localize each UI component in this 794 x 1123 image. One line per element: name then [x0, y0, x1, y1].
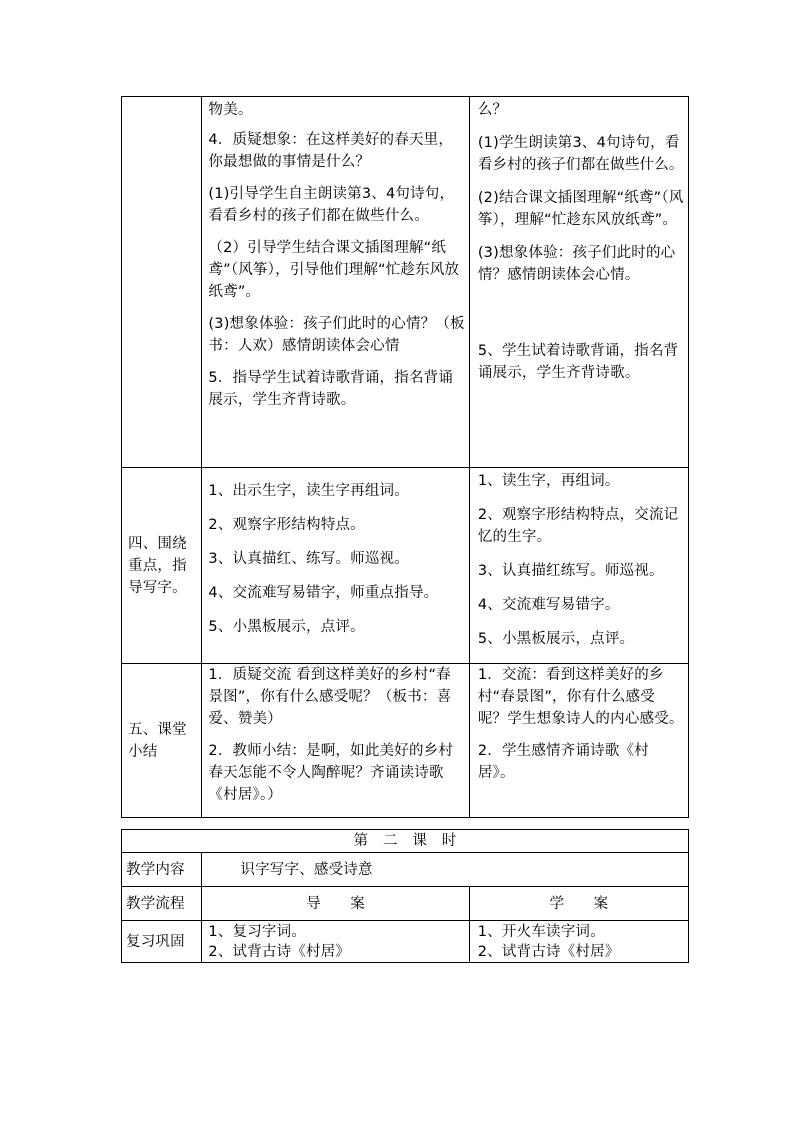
study-text: 么？	[477, 102, 508, 118]
guide-text: 2、观察字形结构特点。	[208, 517, 365, 533]
content-label: 教学内容	[126, 861, 185, 878]
table-row	[122, 921, 689, 963]
session-title-cell	[122, 830, 689, 853]
table-row	[122, 830, 689, 853]
guide-cell	[202, 664, 469, 818]
guide-text: 1．质疑交流 看到这样美好的乡村“春景图”，你有什么感受呢？（板书：喜爱、赞美）	[208, 667, 452, 727]
study-text: 2、观察字形结构特点，交流记忆的生字。	[477, 507, 679, 545]
stage-cell	[122, 468, 202, 664]
table-row	[122, 97, 689, 468]
lesson-plan-table-1	[121, 96, 689, 818]
study-text: (1)学生朗读第3、4句诗句，看看乡村的孩子们都在做些什么。	[477, 135, 684, 173]
guide-cell	[202, 97, 469, 468]
flow-label-cell	[122, 887, 202, 921]
review-study-cell	[469, 921, 688, 963]
guide-text: (1)引导学生自主朗读第3、4句诗句，看看乡村的孩子们都在做些什么。	[208, 186, 455, 224]
guide-text: （2）引导学生结合课文插图理解“纸鸢”（风筝），引导他们理解“忙趁东风放纸鸢”。	[208, 240, 460, 300]
stage-label: 五、课堂小结	[128, 721, 187, 760]
study-text: 5、小黑板展示，点评。	[477, 631, 635, 647]
content-value: 识字写字、感受诗意	[240, 861, 373, 878]
study-text: 2．学生感情齐诵诗歌《村居》。	[477, 743, 649, 781]
guide-text: 4．质疑想象：在这样美好的春天里，你最想做的事情是什么？	[208, 132, 454, 170]
table-row	[122, 853, 689, 887]
guide-text: 2、试背古诗《村居》	[208, 944, 351, 960]
review-label: 复习巩固	[126, 933, 185, 950]
flow-label: 教学流程	[126, 895, 185, 912]
guide-header: 导 案	[306, 895, 365, 912]
guide-text: 物美。	[208, 102, 253, 118]
study-text: 1、读生字，再组词。	[477, 473, 620, 489]
study-text: (3)想象体验：孩子们此时的心情？感情朗读体会心情。	[477, 245, 676, 283]
table-row	[122, 468, 689, 664]
review-guide-cell	[202, 921, 469, 963]
study-text: 2、试背古诗《村居》	[477, 944, 620, 960]
guide-text: (3)想象体验：孩子们此时的心情？（板书：人欢）感情朗读体会心情	[208, 316, 465, 354]
study-text: 1．交流：看到这样美好的乡村“春景图”，你有什么感受呢？学生想象诗人的内心感受。	[477, 667, 684, 727]
guide-text: 5．指导学生试着诗歌背诵，指名背诵展示，学生齐背诗歌。	[208, 370, 454, 408]
table-row	[122, 664, 689, 818]
lesson-plan-table-2	[121, 829, 689, 963]
guide-text: 2．教师小结：是啊，如此美好的乡村春天怎能不令人陶醉呢？齐诵读诗歌《村居》。）	[208, 743, 454, 803]
study-cell	[469, 468, 688, 664]
study-cell	[469, 664, 688, 818]
study-cell	[469, 97, 688, 468]
study-text: 1、开火车读字词。	[477, 924, 605, 940]
study-text: 4、交流难写易错字。	[477, 597, 620, 613]
guide-text: 5、小黑板展示，点评。	[208, 619, 365, 635]
study-header-cell	[469, 887, 688, 921]
table-row	[122, 887, 689, 921]
guide-text: 3、认真描红、练写。师巡视。	[208, 551, 409, 567]
stage-cell	[122, 664, 202, 818]
guide-text: 4、交流难写易错字，师重点指导。	[208, 585, 439, 601]
guide-header-cell	[202, 887, 469, 921]
guide-text: 1、复习字词。	[208, 924, 307, 940]
study-text: 5、学生试着诗歌背诵，指名背诵展示，学生齐背诗歌。	[477, 343, 679, 381]
study-header: 学 案	[549, 895, 609, 912]
guide-text: 1、出示生字，读生字再组词。	[208, 483, 409, 499]
stage-cell	[122, 97, 202, 468]
study-text: 3、认真描红练写。师巡视。	[477, 563, 664, 579]
content-value-cell	[202, 853, 689, 887]
content-label-cell	[122, 853, 202, 887]
session-title: 第 二 课 时	[353, 833, 457, 849]
review-label-cell	[122, 921, 202, 963]
stage-label: 四、围绕重点，指导写字。	[128, 535, 187, 596]
guide-cell	[202, 468, 469, 664]
study-text: (2)结合课文插图理解“纸鸢”（风筝），理解“忙趁东风放纸鸢”。	[477, 190, 684, 228]
